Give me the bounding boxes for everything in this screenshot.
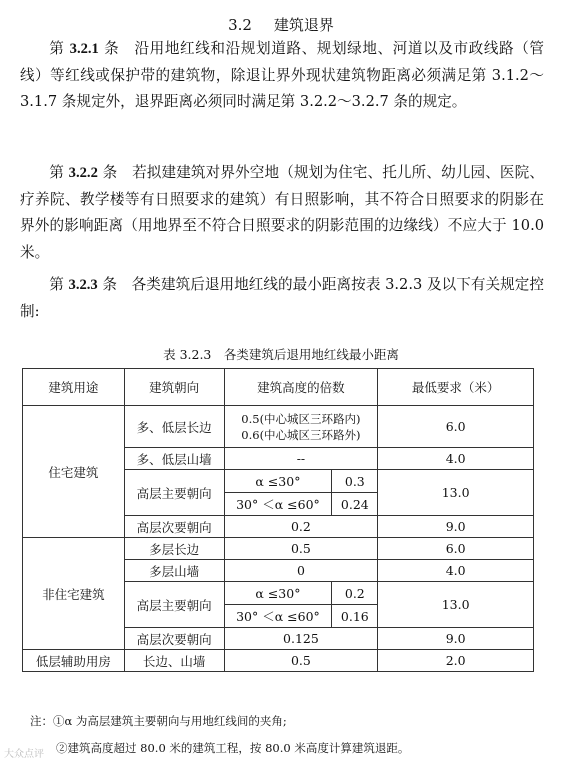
cell-multiplier xyxy=(224,406,378,448)
watermark: 大众点评 xyxy=(4,749,44,760)
multiplier-line-2: 0.6(中心城区三环路外) xyxy=(241,427,361,442)
clause-label: 第 xyxy=(49,164,64,181)
cell-orientation: 多、低层山墙 xyxy=(124,448,224,470)
cell-use-residential: 住宅建筑 xyxy=(23,406,125,538)
cell-multiplier: 0.125 xyxy=(224,628,378,650)
cell-multiplier: 0.2 xyxy=(224,516,378,538)
cell-minimum: 4.0 xyxy=(378,448,534,470)
cell-minimum: 13.0 xyxy=(378,582,534,628)
cell-minimum: 2.0 xyxy=(378,650,534,672)
clause-3-2-3 xyxy=(20,272,544,325)
header-multiplier: 建筑高度的倍数 xyxy=(224,369,378,406)
clause-unit: 条 xyxy=(102,276,118,293)
clause-id: 3.2.1 xyxy=(69,41,99,57)
clause-3-2-2 xyxy=(20,160,544,266)
table-caption: 表 3.2.3 各类建筑后退用地红线最小距离 xyxy=(163,347,399,362)
clause-3-2-1 xyxy=(20,36,544,116)
cell-multiplier: 0.24 xyxy=(332,493,378,516)
clause-text: 各类建筑后退用地红线的最小距离按表 3.2.3 及以下有关规定控制: xyxy=(20,276,544,320)
cell-orientation: 多层长边 xyxy=(124,538,224,560)
header-minimum: 最低要求（米） xyxy=(378,369,534,406)
clause-label: 第 xyxy=(49,276,64,293)
clause-text: 沿用地红线和沿规划道路、规划绿地、河道以及市政线路（管线）等红线或保护带的建筑物，除退让界外现状建筑物距离必须满足第 3.1.2～3.1.7 条规定外，退界距离必须同时满足第 3.2.2～3.2.7 条的规定。 xyxy=(20,40,545,110)
cell-orientation: 长边、山墙 xyxy=(124,650,224,672)
setback-table xyxy=(22,368,534,672)
table-row xyxy=(23,650,534,672)
cell-multiplier: 0 xyxy=(224,560,378,582)
cell-minimum: 4.0 xyxy=(378,560,534,582)
cell-angle: α ≤30° xyxy=(224,582,332,605)
section-heading: 建筑退界 xyxy=(273,16,334,34)
cell-multiplier: 0.2 xyxy=(332,582,378,605)
clause-text: 若拟建建筑对界外空地（规划为住宅、托儿所、幼儿园、医院、疗养院、教学楼等有日照要求的建筑）有日照影响，其不符合日照要求的阴影在界外的影响距离（用地界至不符合日照要求的阴影范围的边缘线）不应大于 10.0 米。 xyxy=(20,164,544,261)
clause-id: 3.2.2 xyxy=(68,165,98,181)
cell-multiplier: 0.3 xyxy=(332,470,378,493)
cell-angle: 30° ＜α ≤60° xyxy=(224,493,332,516)
cell-orientation: 高层次要朝向 xyxy=(124,516,224,538)
table-row xyxy=(23,406,534,448)
table-row xyxy=(23,538,534,560)
cell-orientation: 高层次要朝向 xyxy=(124,628,224,650)
cell-minimum: 6.0 xyxy=(378,406,534,448)
cell-multiplier: -- xyxy=(224,448,378,470)
section-title xyxy=(0,14,562,35)
header-orientation: 建筑朝向 xyxy=(124,369,224,406)
cell-orientation: 多层山墙 xyxy=(124,560,224,582)
header-use: 建筑用途 xyxy=(23,369,125,406)
table-note-1: 注：①α 为高层建筑主要朝向与用地红线间的夹角; xyxy=(30,714,287,728)
cell-minimum: 9.0 xyxy=(378,628,534,650)
cell-minimum: 6.0 xyxy=(378,538,534,560)
clause-label: 第 xyxy=(49,40,65,57)
cell-minimum: 9.0 xyxy=(378,516,534,538)
clause-unit: 条 xyxy=(104,40,120,57)
cell-orientation: 高层主要朝向 xyxy=(124,582,224,628)
cell-angle: 30° ＜α ≤60° xyxy=(224,605,332,628)
section-number: 3.2 xyxy=(228,16,252,34)
cell-use-non-residential: 非住宅建筑 xyxy=(23,538,125,650)
cell-orientation: 多、低层长边 xyxy=(124,406,224,448)
cell-minimum: 13.0 xyxy=(378,470,534,516)
clause-id: 3.2.3 xyxy=(68,277,98,293)
cell-angle: α ≤30° xyxy=(224,470,332,493)
cell-multiplier: 0.5 xyxy=(224,538,378,560)
cell-orientation: 高层主要朝向 xyxy=(124,470,224,516)
clause-unit: 条 xyxy=(102,164,118,181)
table-header-row xyxy=(23,369,534,406)
table-note-2: ②建筑高度超过 80.0 米的建筑工程，按 80.0 米高度计算建筑退距。 xyxy=(56,741,410,755)
multiplier-line-1: 0.5(中心城区三环路内) xyxy=(241,411,361,426)
cell-multiplier: 0.16 xyxy=(332,605,378,628)
cell-multiplier: 0.5 xyxy=(224,650,378,672)
cell-use-auxiliary: 低层辅助用房 xyxy=(23,650,125,672)
